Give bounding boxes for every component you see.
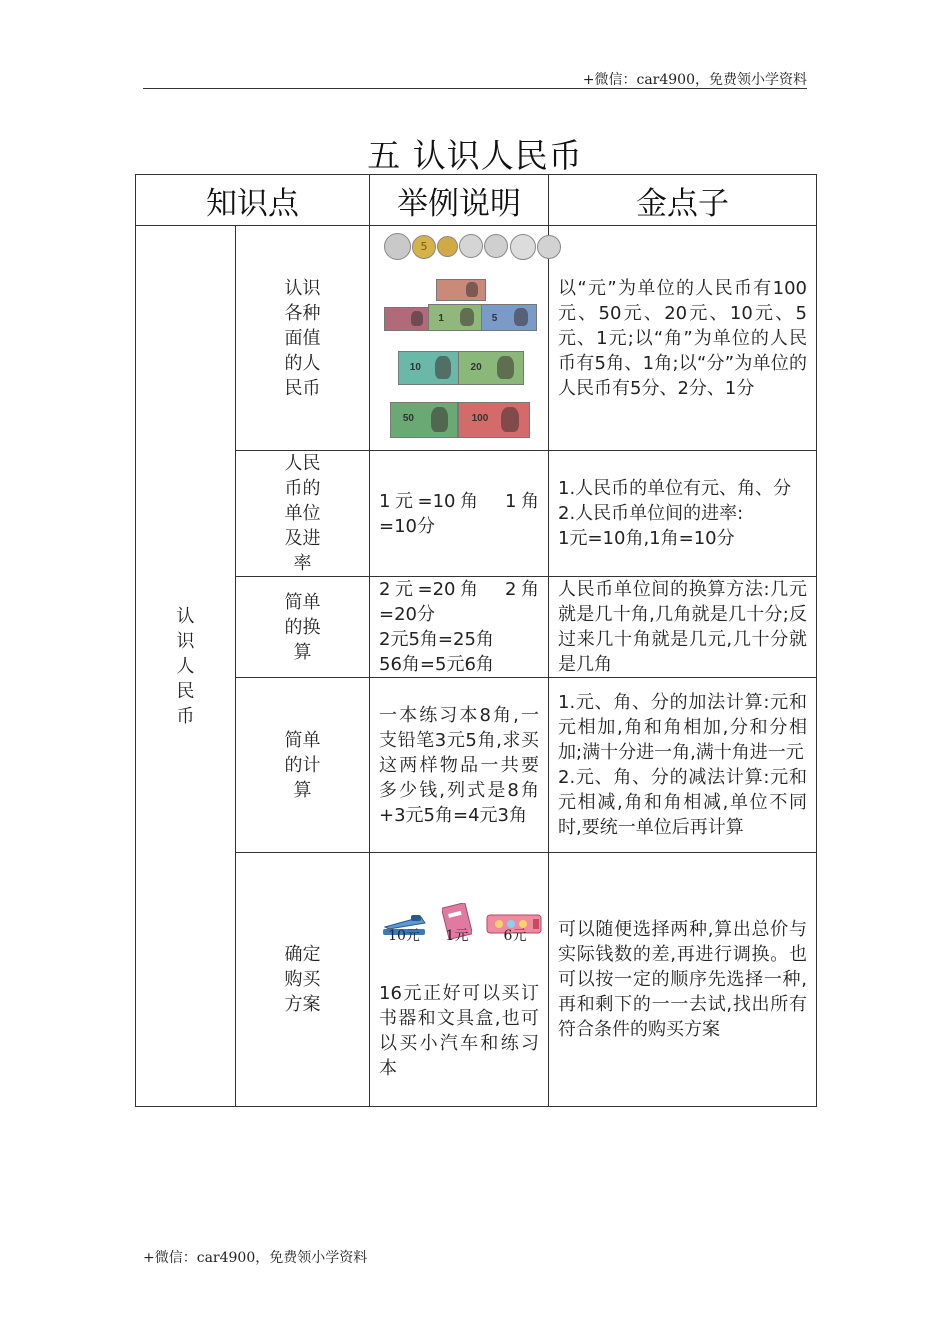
header-knowledge: 知识点 <box>136 175 370 226</box>
category-cell <box>136 226 236 1107</box>
example-cell: 1元=10角 1角=10分 <box>370 451 549 577</box>
topic-cell <box>236 853 370 1107</box>
table-row <box>136 678 817 853</box>
notebook-item <box>439 878 475 973</box>
coin-5-jiao-icon: 5 <box>412 235 436 259</box>
banknote-1-yuan-icon: 1 <box>428 304 482 331</box>
table-row <box>136 853 817 1107</box>
topic-label: 简单的计算 <box>284 729 321 801</box>
coin-1-fen-icon <box>510 234 536 260</box>
money-illustration <box>370 227 548 449</box>
category-label: 认识人民币 <box>176 605 195 727</box>
tip-cell: 以“元”为单位的人民币有100元、50元、20元、10元、5元、1元;以“角”为单位的人民币有5角、1角;以“分”为单位的人民币有5分、2分、1分 <box>549 226 817 451</box>
table-header-row <box>136 175 817 226</box>
footer-note: +微信：car4900，免费领小学资料 <box>143 1250 368 1266</box>
notebook-price: 1元 <box>445 928 469 944</box>
example-cell <box>370 226 549 451</box>
header-example: 举例说明 <box>370 175 549 226</box>
tip-cell: 可以随便选择两种,算出总价与实际钱数的差,再进行调换。也可以按一定的顺序先选择一种,再和剩下的一一去试,找出所有符合条件的购买方案 <box>549 853 817 1107</box>
example-cell <box>370 853 549 1107</box>
stapler-item <box>379 884 429 971</box>
topic-label: 简单的换算 <box>284 591 321 663</box>
banknote-1-jiao-icon <box>436 279 486 301</box>
coin-2-fen-icon <box>484 234 508 258</box>
table-row <box>136 451 817 577</box>
coin-1-yuan-icon <box>384 233 411 260</box>
page-title: 五 认识人民币 <box>367 136 583 175</box>
topic-cell <box>236 451 370 577</box>
topic-label: 认识各种面值的人民币 <box>284 277 321 399</box>
tip-cell: 1.人民币的单位有元、角、分 2.人民币单位间的进率: 1元=10角,1角=10分 <box>549 451 817 577</box>
example-cell: 2元=20角 2角=20分 2元5角=25角 56角=5元6角 <box>370 577 549 678</box>
purchase-items <box>379 884 539 942</box>
pencil-box-price: 6元 <box>503 928 527 944</box>
header-note: +微信：car4900，免费领小学资料 <box>582 72 807 88</box>
coin-5-fen-icon <box>459 234 483 258</box>
coin-small-icon <box>537 235 561 259</box>
banknote-10-yuan-icon: 10 <box>398 351 460 385</box>
table-row <box>136 226 817 451</box>
header-divider <box>143 88 807 89</box>
example-cell: 一本练习本8角,一支铅笔3元5角,求买这两样物品一共要多少钱,列式是8角+3元5角=4元3角 <box>370 678 549 853</box>
banknote-5-jiao-icon <box>384 307 430 331</box>
knowledge-table <box>135 174 817 1107</box>
topic-cell <box>236 577 370 678</box>
banknote-20-yuan-icon: 20 <box>458 351 524 385</box>
tip-cell: 人民币单位间的换算方法:几元就是几十角,几角就是几十分;反过来几十角就是几元,几十分就是几角 <box>549 577 817 678</box>
banknote-5-yuan-icon: 5 <box>481 304 537 331</box>
topic-label: 确定购买方案 <box>284 944 321 1015</box>
table-row <box>136 577 817 678</box>
header-tip: 金点子 <box>549 175 817 226</box>
coin-1-jiao-icon <box>437 236 458 257</box>
topic-cell <box>236 226 370 451</box>
pencil-box-item <box>485 884 545 971</box>
topic-cell <box>236 678 370 853</box>
banknote-100-yuan-icon: 100 <box>458 402 530 438</box>
purchase-example-text: 16元正好可以买订书器和文具盒,也可以买小汽车和练习本 <box>379 983 539 1079</box>
banknote-50-yuan-icon: 50 <box>390 402 458 438</box>
tip-cell: 1.元、角、分的加法计算:元和元相加,角和角相加,分和分相加;满十分进一角,满十角进一元 2.元、角、分的减法计算:元和元相减,角和角相减,单位不同时,要统一单位后再计算 <box>549 678 817 853</box>
topic-label: 人民币的单位及进率 <box>284 453 321 574</box>
stapler-price: 10元 <box>388 928 420 944</box>
